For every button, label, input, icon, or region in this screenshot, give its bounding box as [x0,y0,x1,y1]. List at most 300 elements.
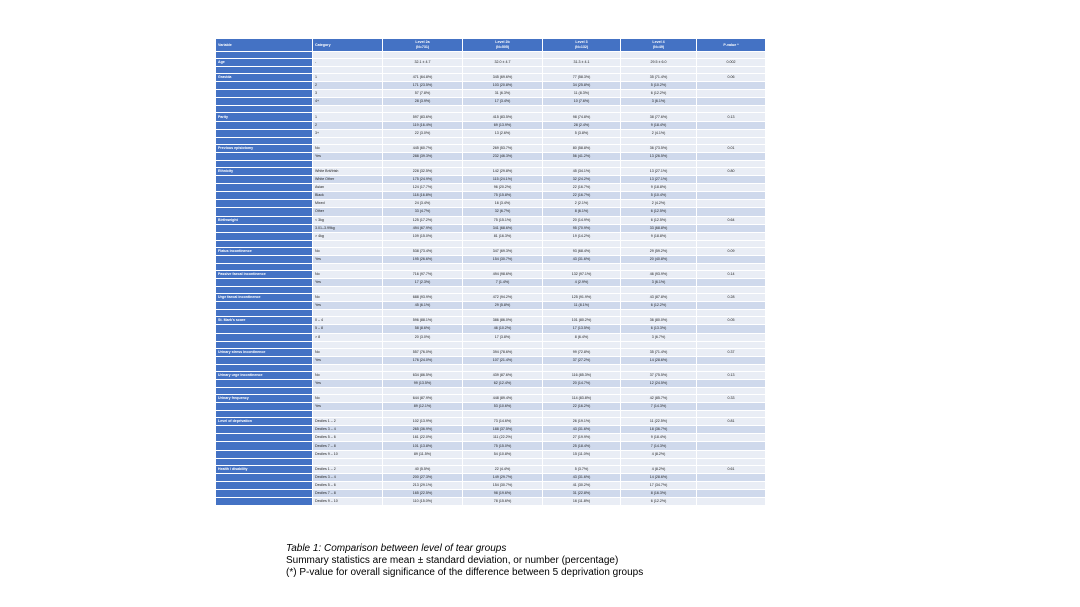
level-2b-cell: 232 (46.3%) [463,152,543,160]
level-2b-cell: 154 (30.7%) [463,255,543,263]
variable-cell: Birthweight [216,216,313,224]
table-caption [286,543,643,579]
table-row [216,144,766,152]
p-value-cell: 0.61 [697,465,766,473]
spacer-cell [697,160,766,167]
p-value-cell [697,333,766,341]
p-value-cell [697,279,766,287]
level-2a-cell: 228 (32.5%) [383,167,463,175]
level-3-cell: 93 (68.4%) [543,247,621,255]
spacer-cell [621,106,697,113]
variable-cell: Gravida [216,74,313,82]
spacer-cell [697,341,766,348]
p-value-cell: 0.80 [697,167,766,175]
p-value-cell [697,473,766,481]
variable-cell: Age [216,59,313,67]
spacer-row [216,52,766,59]
level-3-cell: 34 (25.8%) [543,82,621,90]
spacer-cell [543,458,621,465]
spacer-cell [216,388,313,395]
level-4-cell: 6 (13.3%) [621,325,697,333]
level-4-cell: 37 (75.5%) [621,371,697,379]
level-4-cell: 42 (85.7%) [621,395,697,403]
level-2b-cell: 439 (87.6%) [463,371,543,379]
spacer-cell [216,240,313,247]
spacer-cell [697,52,766,59]
p-value-cell: 0.01 [697,144,766,152]
variable-cell: Urge faecal incontinence [216,294,313,302]
spacer-cell [463,341,543,348]
spacer-cell [383,137,463,144]
level-3-cell: 15 (11.0%) [543,450,621,458]
spacer-cell [216,263,313,270]
level-3-cell: 56 (41.2%) [543,152,621,160]
table-row [216,450,766,458]
level-4-cell: 4 (8.2%) [621,450,697,458]
level-3-cell: 28 (2.4%) [543,121,621,129]
table-body [216,52,766,506]
level-3-cell: 116 (85.3%) [543,371,621,379]
variable-cell: Level of deprivation [216,418,313,426]
p-value-cell: 0.09 [697,247,766,255]
level-2b-cell: 103 (20.8%) [463,82,543,90]
variable-cell [216,489,313,497]
spacer-cell [621,364,697,371]
spacer-row [216,106,766,113]
variable-cell [216,302,313,310]
table-row [216,356,766,364]
spacer-cell [463,458,543,465]
p-value-cell [697,121,766,129]
spacer-row [216,310,766,317]
variable-cell: Passive faecal incontinence [216,270,313,278]
level-4-cell: 2 (4.1%) [621,129,697,137]
category-cell: 2 [313,82,383,90]
table-row [216,98,766,106]
level-2b-cell: 345 (69.6%) [463,74,543,82]
table-row [216,418,766,426]
category-cell: Deciles 7 – 8 [313,489,383,497]
level-3-cell: 25 (18.4%) [543,442,621,450]
spacer-cell [313,341,383,348]
p-value-cell: 0.002 [697,59,766,67]
level-2b-cell: 386 (86.0%) [463,317,543,325]
spacer-cell [383,240,463,247]
level-2a-cell: 32.1 ± 4.7 [383,59,463,67]
level-2b-cell: 494 (98.6%) [463,270,543,278]
level-2b-cell: 73 (14.6%) [463,418,543,426]
level-2a-cell: 33 (4.7%) [383,208,463,216]
level-3-cell: 22 (16.2%) [543,403,621,411]
spacer-cell [383,67,463,74]
level-2b-cell: 154 (30.7%) [463,481,543,489]
level-2a-cell: 28 (3.9%) [383,98,463,106]
level-2a-cell: 124 (17.7%) [383,184,463,192]
spacer-cell [313,137,383,144]
table-header-row [216,39,766,52]
level-3-cell: 98 (74.8%) [543,113,621,121]
spacer-cell [621,240,697,247]
category-cell: > 8 [313,333,383,341]
spacer-row [216,137,766,144]
category-cell: 3+ [313,129,383,137]
spacer-row [216,388,766,395]
level-4-cell: 8 (16.3%) [621,489,697,497]
variable-cell: Urinary stress incontinence [216,348,313,356]
table-row [216,208,766,216]
category-cell: White Other [313,176,383,184]
table-row [216,184,766,192]
level-4-cell: 35 (71.4%) [621,348,697,356]
p-value-cell: 0.64 [697,216,766,224]
level-2a-cell: 57 (7.8%) [383,90,463,98]
table-row [216,152,766,160]
category-cell: Deciles 9 – 10 [313,498,383,506]
table-row [216,395,766,403]
variable-cell [216,255,313,263]
level-2b-cell: 13 (2.6%) [463,129,543,137]
level-3-cell: 26 (19.1%) [543,418,621,426]
spacer-cell [463,310,543,317]
level-2b-cell: 22 (4.4%) [463,465,543,473]
variable-cell [216,192,313,200]
spacer-cell [216,106,313,113]
spacer-cell [697,67,766,74]
spacer-cell [313,240,383,247]
variable-cell [216,333,313,341]
spacer-cell [697,106,766,113]
spacer-cell [313,263,383,270]
p-value-cell [697,442,766,450]
level-2a-cell: 688 (93.9%) [383,294,463,302]
level-2a-cell: 24 (3.4%) [383,200,463,208]
table-row [216,82,766,90]
variable-cell: Ethnicity [216,167,313,175]
table-row [216,200,766,208]
table-row [216,302,766,310]
category-cell: No [313,247,383,255]
category-cell: < 3kg [313,216,383,224]
header-p-value: P-value * [697,39,766,52]
level-2b-cell: 46 (10.2%) [463,325,543,333]
table-row [216,232,766,240]
p-value-cell [697,255,766,263]
level-2b-cell: 115 (24.1%) [463,176,543,184]
level-3-cell: 125 (91.9%) [543,294,621,302]
level-2a-cell: 288 (39.3%) [383,152,463,160]
variable-cell: Previous episiotomy [216,144,313,152]
category-cell: Deciles 7 – 8 [313,442,383,450]
spacer-cell [313,67,383,74]
spacer-cell [216,458,313,465]
p-value-cell: 0.13 [697,371,766,379]
category-cell: Yes [313,302,383,310]
spacer-cell [463,388,543,395]
level-3-cell: 43 (31.6%) [543,255,621,263]
category-cell: No [313,294,383,302]
level-4-cell: 29.5 ± 6.0 [621,59,697,67]
level-4-cell: 2 (4.2%) [621,200,697,208]
spacer-cell [621,341,697,348]
spacer-cell [543,52,621,59]
level-3-cell: 43 (31.6%) [543,473,621,481]
level-3-cell: 99 (72.8%) [543,348,621,356]
level-3-cell: 20 (14.9%) [543,216,621,224]
spacer-cell [697,458,766,465]
category-cell: No [313,144,383,152]
header-level-2a: Level 2a (N=731) [383,39,463,52]
table-row [216,379,766,387]
p-value-cell [697,481,766,489]
level-2a-cell: 125 (17.2%) [383,216,463,224]
level-2b-cell: 17 (3.4%) [463,98,543,106]
level-2a-cell: 213 (29.1%) [383,481,463,489]
table-row [216,294,766,302]
level-2b-cell: 188 (37.5%) [463,426,543,434]
category-cell: Deciles 1 – 2 [313,465,383,473]
spacer-cell [313,364,383,371]
level-3-cell: 43 (31.6%) [543,426,621,434]
spacer-cell [463,287,543,294]
level-2b-cell: 54 (10.8%) [463,450,543,458]
p-value-cell: 0.37 [697,348,766,356]
level-4-cell: 36 (80.0%) [621,317,697,325]
level-2a-cell: 20 (3.0%) [383,333,463,341]
level-3-cell: 5 (3.8%) [543,129,621,137]
level-2a-cell: 716 (97.7%) [383,270,463,278]
category-cell: 0 – 4 [313,317,383,325]
level-2a-cell: 596 (88.1%) [383,317,463,325]
category-cell: Other [313,208,383,216]
level-2b-cell: 16 (3.4%) [463,200,543,208]
level-4-cell: 5 (10.2%) [621,82,697,90]
level-2a-cell: 110 (15.0%) [383,498,463,506]
variable-cell [216,200,313,208]
category-cell: Black [313,192,383,200]
level-2a-cell: 265 (36.9%) [383,426,463,434]
p-value-cell: 0.14 [697,270,766,278]
level-2a-cell: 22 (3.0%) [383,129,463,137]
table-row [216,434,766,442]
category-cell: White Brit/Irish [313,167,383,175]
variable-cell: Urinary frequency [216,395,313,403]
level-2b-cell: 75 (15.8%) [463,192,543,200]
spacer-row [216,287,766,294]
variable-cell [216,224,313,232]
p-value-cell [697,434,766,442]
level-3-cell: 4 (2.9%) [543,279,621,287]
level-3-cell: 31.3 ± 4.1 [543,59,621,67]
level-2b-cell: 31 (6.3%) [463,90,543,98]
level-2b-cell: 415 (83.5%) [463,113,543,121]
variable-cell [216,82,313,90]
level-3-cell: 5 (3.7%) [543,465,621,473]
level-4-cell: 6 (12.5%) [621,216,697,224]
variable-cell [216,403,313,411]
variable-cell [216,176,313,184]
level-2b-cell: 347 (69.3%) [463,247,543,255]
spacer-cell [313,458,383,465]
variable-cell [216,481,313,489]
level-3-cell: 20 (14.7%) [543,379,621,387]
variable-cell [216,426,313,434]
level-3-cell: 16 (11.8%) [543,498,621,506]
level-2b-cell: 62 (12.4%) [463,379,543,387]
level-2a-cell: 634 (86.5%) [383,371,463,379]
variable-cell [216,434,313,442]
spacer-row [216,341,766,348]
p-value-cell [697,200,766,208]
level-2b-cell: 142 (29.8%) [463,167,543,175]
spacer-cell [383,388,463,395]
level-3-cell: 45 (34.1%) [543,167,621,175]
p-value-cell: 0.06 [697,74,766,82]
level-4-cell: 7 (14.3%) [621,403,697,411]
level-2a-cell: 119 (16.4%) [383,121,463,129]
table-row [216,426,766,434]
spacer-cell [697,287,766,294]
table-row [216,317,766,325]
spacer-cell [621,52,697,59]
spacer-cell [463,137,543,144]
spacer-cell [697,263,766,270]
spacer-cell [463,52,543,59]
caption-summary-note: Summary statistics are mean ± standard deviation, or number (percentage) [286,555,619,566]
level-4-cell: 43 (87.8%) [621,294,697,302]
level-2b-cell: 81 (16.3%) [463,232,543,240]
level-2b-cell: 448 (89.4%) [463,395,543,403]
header-category: Category [313,39,383,52]
category-cell: No [313,395,383,403]
spacer-cell [313,106,383,113]
level-4-cell: 9 (18.8%) [621,184,697,192]
variable-cell [216,121,313,129]
level-4-cell: 6 (12.2%) [621,302,697,310]
level-4-cell: 13 (27.1%) [621,176,697,184]
table-row [216,403,766,411]
spacer-cell [216,52,313,59]
spacer-cell [543,411,621,418]
category-cell: Mixed [313,200,383,208]
variable-cell: Health / disability [216,465,313,473]
level-4-cell: 3 (6.1%) [621,98,697,106]
spacer-cell [383,458,463,465]
spacer-row [216,67,766,74]
variable-cell [216,279,313,287]
level-4-cell: 6 (12.2%) [621,498,697,506]
table-row [216,59,766,67]
category-cell: Deciles 5 – 6 [313,434,383,442]
category-cell: Yes [313,279,383,287]
level-2a-cell: 165 (22.5%) [383,489,463,497]
level-2a-cell: 161 (22.0%) [383,434,463,442]
spacer-cell [543,388,621,395]
table-row [216,348,766,356]
category-cell: 3.01–3.99kg [313,224,383,232]
level-4-cell: 9 (18.8%) [621,232,697,240]
level-2b-cell: 53 (10.6%) [463,403,543,411]
p-value-cell [697,176,766,184]
spacer-cell [383,341,463,348]
level-2b-cell: 75 (15.1%) [463,216,543,224]
spacer-cell [216,310,313,317]
variable-cell [216,129,313,137]
spacer-cell [463,263,543,270]
table-row [216,498,766,506]
category-cell: Yes [313,403,383,411]
spacer-cell [463,67,543,74]
level-4-cell: 4 (8.2%) [621,465,697,473]
level-2a-cell: 175 (24.9%) [383,176,463,184]
spacer-cell [697,137,766,144]
level-3-cell: 8 (6.1%) [543,208,621,216]
spacer-cell [216,341,313,348]
level-2a-cell: 200 (27.3%) [383,473,463,481]
level-2b-cell: 149 (29.7%) [463,473,543,481]
p-value-cell [697,426,766,434]
level-3-cell: 22 (16.7%) [543,184,621,192]
variable-cell: Urinary urge incontinence [216,371,313,379]
category-cell: Asian [313,184,383,192]
spacer-cell [313,388,383,395]
level-3-cell: 11 (8.1%) [543,302,621,310]
level-2b-cell: 69 (13.9%) [463,121,543,129]
level-2b-cell: 472 (94.2%) [463,294,543,302]
p-value-cell [697,450,766,458]
level-2b-cell: 29 (5.8%) [463,302,543,310]
level-2a-cell: 89 (11.5%) [383,450,463,458]
level-2b-cell: 107 (21.4%) [463,356,543,364]
table-row [216,371,766,379]
p-value-cell [697,232,766,240]
spacer-cell [543,341,621,348]
level-3-cell: 101 (80.2%) [543,317,621,325]
category-cell: Deciles 3 – 4 [313,473,383,481]
spacer-cell [216,67,313,74]
spacer-cell [621,388,697,395]
level-2b-cell: 17 (3.8%) [463,333,543,341]
level-2a-cell: 102 (13.9%) [383,418,463,426]
spacer-cell [543,287,621,294]
table-row [216,255,766,263]
spacer-cell [313,160,383,167]
level-2b-cell: 394 (78.6%) [463,348,543,356]
category-cell: 1 [313,113,383,121]
level-2a-cell: 557 (76.0%) [383,348,463,356]
variable-cell [216,450,313,458]
level-2a-cell: 176 (24.0%) [383,356,463,364]
spacer-cell [621,67,697,74]
spacer-cell [697,240,766,247]
spacer-cell [383,263,463,270]
level-3-cell: 41 (30.2%) [543,481,621,489]
table-row [216,473,766,481]
spacer-cell [697,310,766,317]
level-4-cell: 29 (59.2%) [621,247,697,255]
table-row [216,489,766,497]
level-2a-cell: 445 (60.7%) [383,144,463,152]
table-row [216,247,766,255]
variable-cell [216,442,313,450]
level-3-cell: 77 (58.3%) [543,74,621,82]
level-4-cell: 46 (93.9%) [621,270,697,278]
level-4-cell: 17 (34.7%) [621,481,697,489]
level-3-cell: 32 (24.2%) [543,176,621,184]
variable-cell: Parity [216,113,313,121]
level-3-cell: 27 (19.9%) [543,434,621,442]
header-level-4: Level 4 (N=49) [621,39,697,52]
spacer-cell [216,287,313,294]
